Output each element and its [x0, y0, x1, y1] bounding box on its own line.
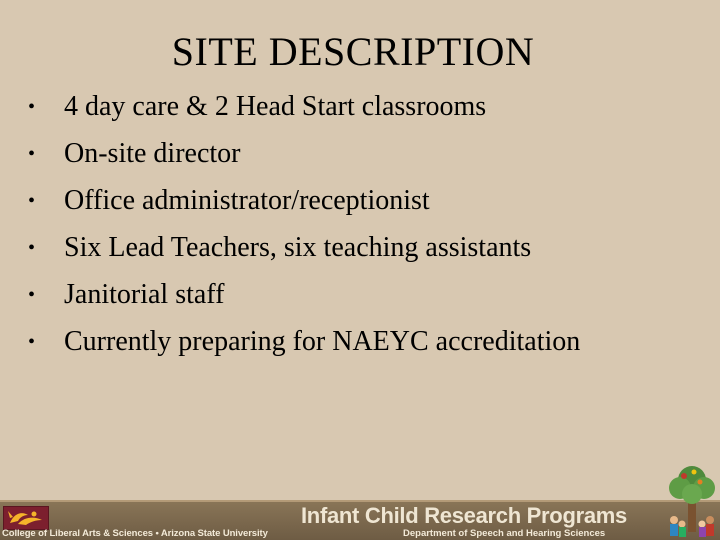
list-item-text: Office administrator/receptionist — [64, 185, 430, 216]
list-item-text: Janitorial staff — [64, 279, 225, 310]
bullet-icon: • — [28, 331, 36, 353]
college-label: College of Liberal Arts & Sciences • Arizona State University — [2, 528, 268, 539]
bullet-icon: • — [28, 190, 36, 212]
list-item — [26, 278, 580, 312]
bullet-icon: • — [28, 143, 36, 165]
list-item-text: 4 day care & 2 Head Start classrooms — [64, 91, 487, 122]
bullet-list — [26, 90, 580, 372]
tree-icon — [664, 462, 720, 540]
bullet-icon: • — [28, 284, 36, 306]
list-item-text: Six Lead Teachers, six teaching assistants — [64, 232, 532, 263]
asu-sun-devil-logo-icon — [3, 506, 49, 530]
list-item — [26, 184, 580, 218]
bullet-icon: • — [28, 96, 36, 118]
list-item — [26, 325, 580, 359]
department-label: Department of Speech and Hearing Sciences — [403, 528, 606, 539]
list-item — [26, 90, 580, 124]
footer-divider — [0, 500, 720, 502]
list-item — [26, 231, 580, 265]
list-item-text: Currently preparing for NAEYC accreditation — [64, 326, 581, 357]
program-title: Infant Child Research Programs — [301, 503, 627, 528]
slide-title: SITE DESCRIPTION — [171, 29, 535, 74]
bullet-icon: • — [28, 237, 36, 259]
list-item — [26, 137, 580, 171]
list-item-text: On-site director — [64, 138, 241, 169]
